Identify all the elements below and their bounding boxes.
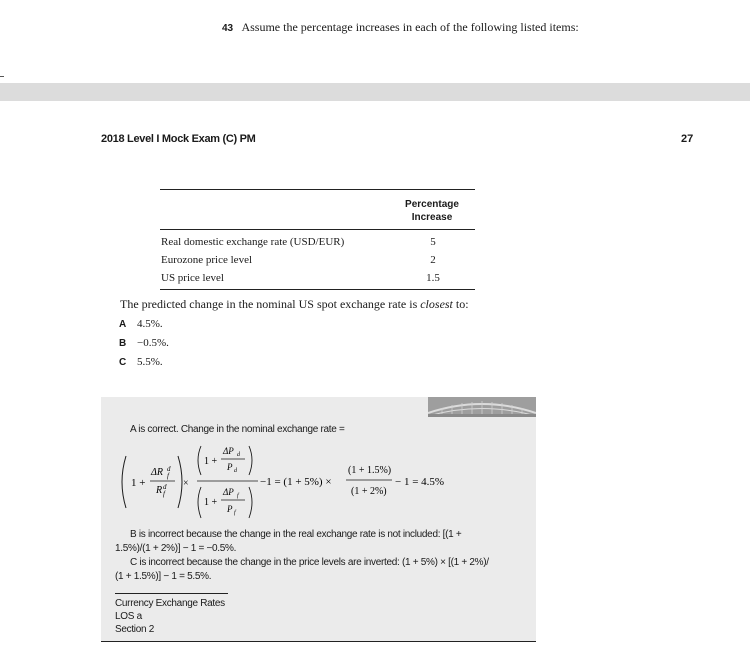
table-row-label: Eurozone price level — [161, 254, 253, 266]
exchange-rate-equation — [120, 442, 500, 522]
svg-text:R: R — [156, 485, 163, 496]
svg-text:f: f — [167, 472, 169, 480]
table-row-value: 1.5 — [426, 272, 440, 284]
table-column-header: Percentage Increase — [405, 199, 459, 223]
answer-option-c[interactable]: C 5.5%. — [119, 356, 163, 368]
option-c-explanation-line2: (1 + 1.5%)] − 1 = 5.5%. — [115, 571, 212, 582]
svg-text:f: f — [234, 510, 236, 516]
svg-text:P: P — [227, 504, 233, 514]
option-b-explanation-line2: 1.5%)/(1 + 2%)] − 1 = −0.5%. — [115, 543, 237, 554]
table-top-rule — [160, 189, 475, 190]
page-divider-band — [0, 83, 750, 101]
question-number: 43 — [222, 23, 234, 34]
table-row-label: Real domestic exchange rate (USD/EUR) — [161, 236, 345, 248]
svg-text:×: × — [183, 478, 189, 489]
svg-text:d: d — [237, 452, 240, 458]
question-line — [222, 20, 579, 35]
answer-option-a[interactable]: A 4.5%. — [119, 318, 163, 330]
svg-text:d: d — [163, 483, 167, 491]
svg-text:d: d — [234, 468, 237, 474]
table-bottom-rule — [160, 289, 475, 290]
page-number: 27 — [681, 133, 694, 145]
table-header-rule — [160, 229, 475, 230]
option-b-explanation-line1: B is incorrect because the change in the real exchange rate is not included: [(1 + — [130, 529, 462, 540]
svg-text:ΔP: ΔP — [223, 487, 234, 497]
answer-box-bottom-rule — [101, 641, 536, 642]
table-row-value: 2 — [430, 254, 436, 266]
svg-text:d: d — [167, 465, 171, 473]
svg-text:ΔR: ΔR — [151, 467, 163, 478]
option-c-explanation-line1: C is incorrect because the change in the price levels are inverted: (1 + 5%) × [(1 + 2%)/ — [130, 557, 489, 568]
exam-title: 2018 Level I Mock Exam (C) PM — [101, 133, 256, 145]
equation-fraction-numerator: (1 + 1.5%) — [348, 465, 392, 476]
svg-text:f: f — [163, 490, 165, 498]
table-row-value: 5 — [430, 236, 436, 248]
svg-text:ΔP: ΔP — [223, 446, 234, 456]
equation-rhs: −1 = (1 + 5%) × — [260, 476, 332, 488]
equation-fraction-denominator: (1 + 2%) — [351, 486, 387, 497]
svg-text:1 +: 1 + — [131, 477, 146, 489]
equation-result: − 1 = 4.5% — [395, 476, 445, 488]
correct-answer-statement: A is correct. Change in the nominal exchange rate = — [130, 424, 345, 435]
reference-topic: Currency Exchange Rates — [115, 598, 225, 609]
svg-text:P: P — [227, 462, 233, 472]
question-prompt: The predicted change in the nominal US spot exchange rate is closest to: — [120, 297, 469, 311]
answer-option-b[interactable]: B −0.5%. — [119, 337, 169, 349]
reference-los: LOS a — [115, 611, 142, 622]
svg-text:1 +: 1 + — [204, 497, 218, 508]
margin-tick — [0, 76, 4, 77]
svg-text:f: f — [237, 493, 239, 499]
reference-rule — [115, 593, 228, 594]
table-row-label: US price level — [161, 272, 224, 284]
svg-text:1 +: 1 + — [204, 456, 218, 467]
question-text: Assume the percentage increases in each of the following listed items: — [241, 20, 579, 34]
bridge-illustration-icon — [428, 397, 536, 417]
reference-section: Section 2 — [115, 624, 154, 635]
